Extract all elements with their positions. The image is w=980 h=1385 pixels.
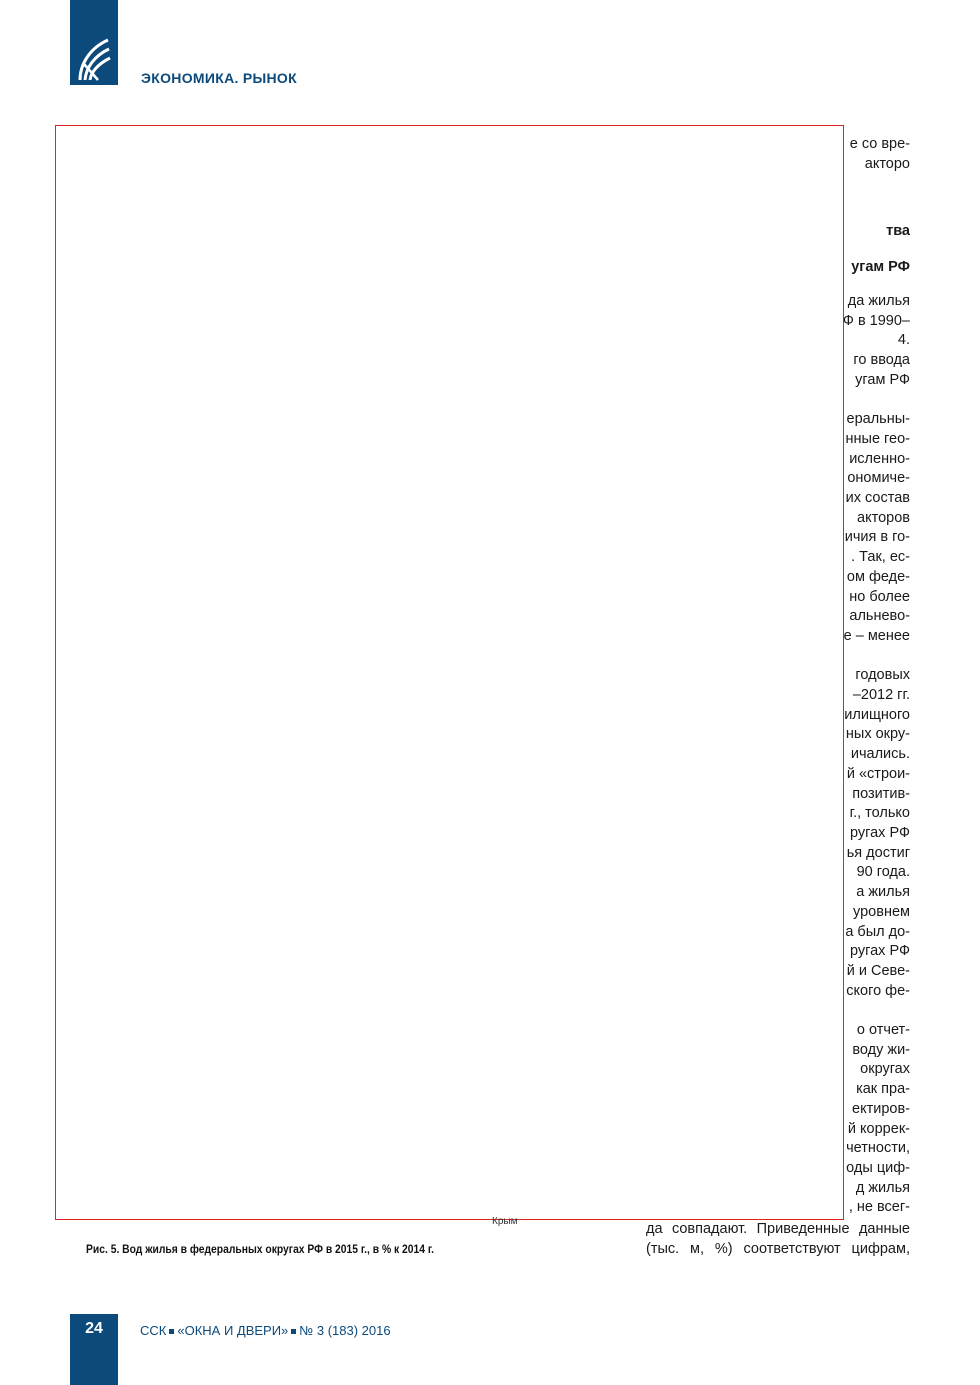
article-text-block-1 [840, 135, 910, 174]
text-line: 4. [897, 332, 910, 349]
text-line: округах [860, 1061, 910, 1078]
page-number: 24 [85, 1320, 103, 1337]
figure-partial-label: Крым [492, 1216, 518, 1227]
article-text-block-2 [840, 292, 910, 1218]
text-line: но более [849, 588, 910, 605]
text-line: го ввода [853, 352, 910, 369]
text-line: ья достиг [846, 844, 910, 861]
text-line: й и Севе- [846, 962, 910, 979]
square-separator-icon [169, 1329, 174, 1334]
text-line: еральны- [846, 411, 910, 428]
figure-caption: Рис. 5. Вод жилья в федеральных округах РФ в 2015 г., в % к 2014 г. [86, 1242, 434, 1256]
text-line: ругах РФ [850, 824, 910, 841]
subheading [840, 222, 910, 277]
footer-part: ССК [140, 1323, 167, 1338]
text-line: . Так, ес- [851, 549, 910, 566]
text-line: о отчет- [856, 1022, 910, 1039]
text-line: ономиче- [847, 470, 910, 487]
text-line: ичались. [850, 746, 910, 763]
text-line: оды циф- [846, 1159, 910, 1176]
text-line: ского фе- [846, 982, 910, 999]
text-line: ом феде- [846, 568, 910, 585]
text-line: их состав [845, 490, 910, 507]
header-tab [70, 0, 118, 85]
subheading-line: тва [886, 223, 910, 239]
text-line: акторо [864, 155, 910, 172]
magazine-logo-icon [76, 36, 112, 82]
text-line: , не всег- [848, 1199, 910, 1216]
text-line: ругах РФ [850, 943, 910, 960]
footer-tab [70, 1314, 118, 1385]
article-text-line: (тыс. м, %) соответствуют цифрам, [646, 1241, 910, 1257]
text-line [840, 647, 910, 667]
text-line: ичия в го- [844, 529, 910, 546]
text-line: ных окру- [845, 726, 910, 743]
article-text-line: да совпадают. Приведенные данные [646, 1221, 910, 1237]
text-line: позитив- [852, 785, 910, 802]
text-line: а был до- [845, 923, 910, 940]
text-line: четности, [846, 1140, 910, 1157]
text-line: как пра- [856, 1081, 910, 1098]
text-line: 90 года. [856, 864, 910, 881]
text-line: й «строи- [846, 765, 910, 782]
text-line: акторов [857, 509, 910, 526]
text-line: альнево- [849, 608, 910, 625]
text-line: годовых [855, 667, 910, 684]
text-line: а жилья [856, 884, 910, 901]
text-line: исленно- [849, 450, 910, 467]
text-line: угам РФ [855, 371, 910, 388]
text-line: е со вре- [849, 136, 910, 152]
text-line: д жилья [855, 1179, 910, 1196]
square-separator-icon [291, 1329, 296, 1334]
text-line: й коррек- [847, 1120, 910, 1137]
text-line: воду жи- [852, 1041, 910, 1058]
text-line: ектиров- [852, 1100, 910, 1117]
text-line: Ф в 1990– [842, 312, 910, 329]
text-line: нные гео- [845, 430, 910, 447]
text-line [840, 391, 910, 411]
text-line: да жилья [847, 293, 910, 309]
text-line: г., только [849, 805, 910, 822]
text-line: е – менее [843, 627, 910, 644]
footer-part: № 3 (183) 2016 [299, 1323, 391, 1338]
text-line: уровнем [853, 903, 910, 920]
text-line: илищного [844, 706, 910, 723]
figure-frame [55, 125, 844, 1220]
footer-part: «ОКНА И ДВЕРИ» [177, 1323, 289, 1338]
text-line: –2012 гг. [852, 687, 910, 704]
text-line [840, 1001, 910, 1021]
subheading-line: угам РФ [851, 258, 910, 275]
section-title: ЭКОНОМИКА. РЫНОК [141, 70, 297, 86]
footer-publication [140, 1323, 391, 1338]
